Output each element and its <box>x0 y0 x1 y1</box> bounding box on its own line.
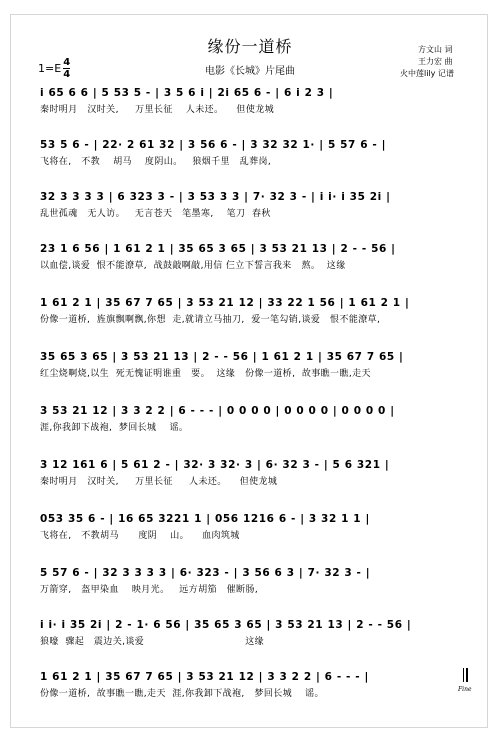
lyric-line: 份像一道桥, 旌旗飘啊飘,你想 走,就请立马抽刀, 爱一笔勾销,谈爱 恨不能潦草, <box>40 315 381 325</box>
score-line-4 <box>40 242 460 272</box>
lyric-line: 份像一道桥, 故事瞧一瞧,走天 涯,你我卸下战袍, 梦回长城 谣。 <box>40 689 324 699</box>
fine-marking: Fine <box>458 686 472 693</box>
key-signature <box>38 58 70 79</box>
lyric-line: 狼嚎 骤起 震边关,谈爱 这缘 <box>40 637 265 647</box>
key-label: 1=E <box>38 62 62 75</box>
notation: 1 61 2 1 | 35 67 7 65 | 3 53 21 12 | 33 22 1 56 | 1 61 2 1 | <box>40 297 410 309</box>
score-line-6 <box>40 350 460 380</box>
notation: 1 61 2 1 | 35 67 7 65 | 3 53 21 12 | 3 3 2 2 | 6 - - - | <box>40 671 369 683</box>
lyric-line: 涯,你我卸下战袍, 梦回长城 谣。 <box>40 423 189 433</box>
score-line-10 <box>40 566 460 596</box>
lyric-line: 秦时明月 汉时关, 万里长征 人未还。 但使龙城 <box>40 477 278 487</box>
final-barline-thin <box>463 668 464 682</box>
score-line-8 <box>40 458 460 488</box>
lyric-line: 红尘烧啊烧,以生 死无愧证明谁重 要。 这缘 份像一道桥, 故事瞧一瞧,走天 <box>40 369 371 379</box>
notation: 35 65 3 65 | 3 53 21 13 | 2 - - 56 | 1 61 2 1 | 35 67 7 65 | <box>40 351 404 363</box>
notation: 3 12 161 6 | 5 61 2 - | 32· 3 32· 3 | 6· 32 3 - | 5 6 321 | <box>40 459 390 471</box>
credit-lyricist: 方文山 词 <box>418 45 453 54</box>
lyric-line: 飞将在, 不教 胡马 度阴山。 狼烟千里 乱葬岗, <box>40 157 272 167</box>
score-line-7 <box>40 404 460 434</box>
notation: 5 57 6 - | 32 3 3 3 3 | 6· 323 - | 3 56 6 3 | 7· 32 3 - | <box>40 567 371 579</box>
notation: 53 5 6 - | 22· 2 61 32 | 3 56 6 - | 3 32 32 1· | 5 57 6 - | <box>40 139 387 151</box>
score-line-3 <box>40 190 460 220</box>
notation: i i· i 35 2i | 2 - 1· 6 56 | 35 65 3 65 | 3 53 21 13 | 2 - - 56 | <box>40 619 412 631</box>
notation: 053 35 6 - | 16 65 3221 1 | 056 1216 6 - | 3 32 1 1 | <box>40 513 370 525</box>
credit-transcriber: 火中莲lily 记谱 <box>400 69 454 78</box>
notation: i 65 6 6 | 5 53 5 - | 3 5 6 i | 2i 65 6 - | 6 i 2 3 | <box>40 87 334 99</box>
final-barline-thick <box>466 668 468 682</box>
score-line-9 <box>40 512 460 542</box>
score-line-5 <box>40 296 460 326</box>
meter-bottom: 4 <box>63 69 71 80</box>
page-subtitle: 电影《长城》片尾曲 <box>205 66 295 77</box>
notation: 23 1 6 56 | 1 61 2 1 | 35 65 3 65 | 3 53 21 13 | 2 - - 56 | <box>40 243 396 255</box>
score-line-1 <box>40 86 460 116</box>
score-line-2 <box>40 138 460 168</box>
lyric-line: 飞将在, 不教胡马 度阴 山。 血肉筑城 <box>40 531 240 541</box>
notation: 32 3 3 3 3 | 6 323 3 - | 3 53 3 3 | 7· 32 3 - | i i· i 35 2i | <box>40 191 391 203</box>
score-line-11 <box>40 618 460 648</box>
credit-composer: 王力宏 曲 <box>418 57 453 66</box>
meter-top: 4 <box>63 57 71 68</box>
notation: 3 53 21 12 | 3 3 2 2 | 6 - - - | 0 0 0 0 | 0 0 0 0 | 0 0 0 0 | <box>40 405 395 417</box>
lyric-line: 以血偿,谈爱 恨不能潦草, 战鼓敲啊敲,用信 仨立下誓言我来 熬。 这缘 <box>40 261 346 271</box>
lyric-line: 乱世孤魂 无人访。 无言苍天 笔墨寒, 笔刀 春秋 <box>40 209 271 219</box>
lyric-line: 秦时明月 汉时关, 万里长征 人未还。 但使龙城 <box>40 105 275 115</box>
credits <box>400 44 454 80</box>
lyric-line: 万箭穿, 盔甲染血 映月光。 远方胡笳 催断肠, <box>40 585 259 595</box>
page-title: 缘份一道桥 <box>207 37 293 56</box>
time-signature <box>63 58 70 79</box>
score-line-12 <box>40 670 460 700</box>
